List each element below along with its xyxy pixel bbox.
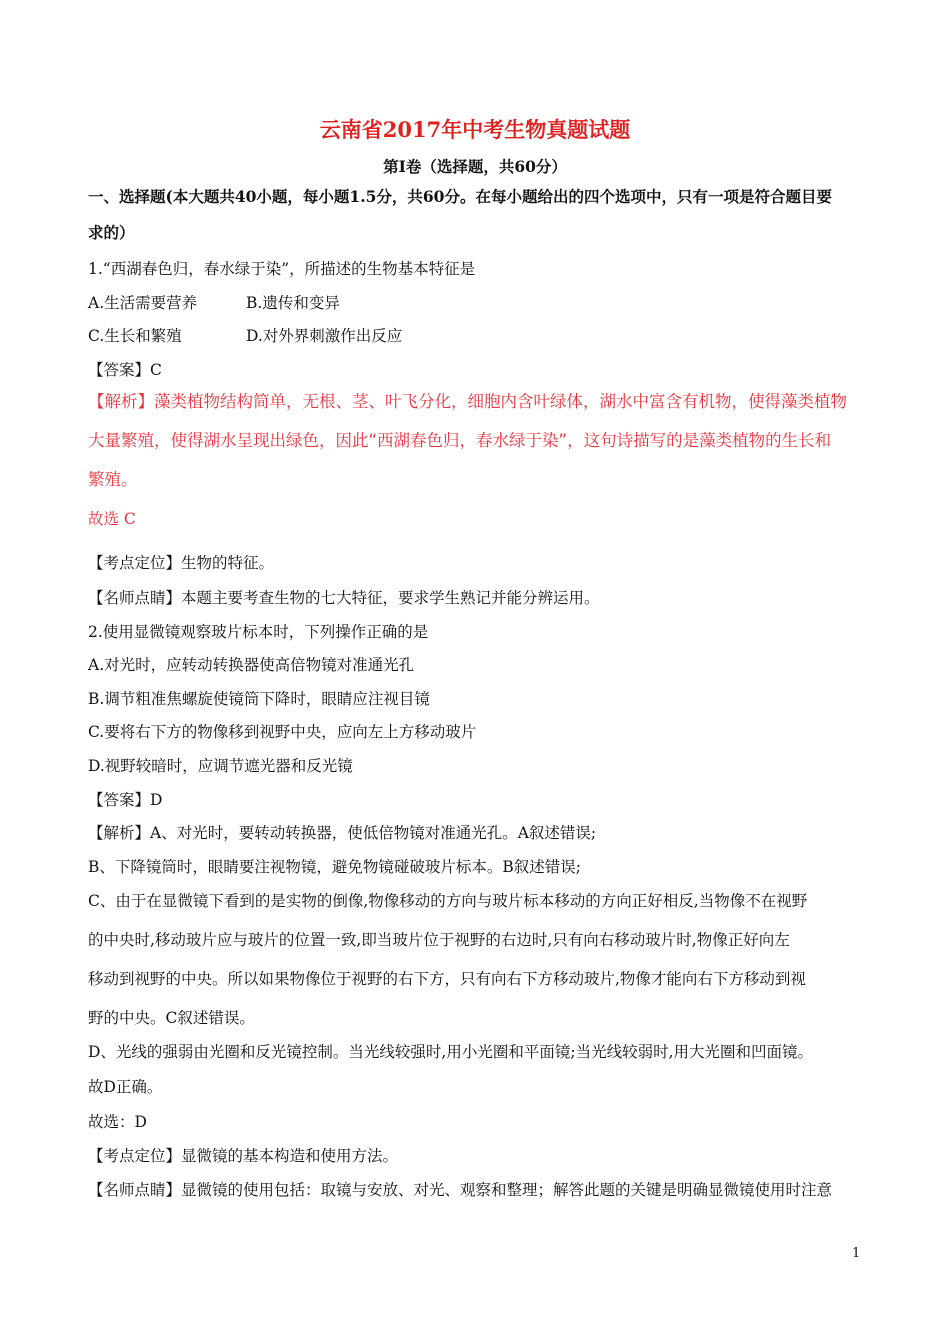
q1-dianjing: 【名师点睛】本题主要考查生物的七大特征，要求学生熟记并能分辨运用。	[88, 589, 600, 607]
q2-analysis-d1: D、光线的强弱由光圈和反光镜控制。当光线较强时,用小光圈和平面镜;当光线较弱时,用大光圈和凹面镜。	[88, 1043, 814, 1061]
q2-option-c: C.要将右下方的物像移到视野中央，应向左上方移动玻片	[88, 723, 477, 741]
q2-option-a: A.对光时，应转动转换器使高倍物镜对准通光孔	[88, 656, 415, 674]
q1-option-b: B.遗传和变异	[246, 294, 340, 312]
q1-choose: 故选 C	[88, 510, 136, 528]
q2-option-d: D.视野较暗时，应调节遮光器和反光镜	[88, 757, 353, 775]
q1-option-d: D.对外界刺激作出反应	[246, 327, 403, 345]
q2-analysis-c1: C、由于在显微镜下看到的是实物的倒像,物像移动的方向与玻片标本移动的方向正好相反,当物像不在视野	[88, 892, 808, 910]
q1-analysis-line3: 繁殖。	[88, 470, 138, 489]
q2-analysis-c4: 野的中央。C叙述错误。	[88, 1009, 255, 1027]
q2-answer: 【答案】D	[88, 791, 163, 809]
section-subtitle: 第Ⅰ卷（选择题，共60分）	[383, 157, 567, 176]
q2-kaodian: 【考点定位】显微镜的基本构造和使用方法。	[88, 1147, 399, 1165]
q1-option-c: C.生长和繁殖	[88, 327, 182, 345]
section-heading-line2: 求的）	[88, 223, 135, 242]
q1-analysis-line1: 【解析】藻类植物结构简单，无根、茎、叶飞分化，细胞内含叶绿体，湖水中富含有机物，使得藻类植物	[88, 392, 847, 411]
q2-analysis-b: B、下降镜筒时，眼睛要注视物镜，避免物镜碰破玻片标本。B叙述错误;	[88, 858, 582, 876]
page-number: 1	[852, 1246, 861, 1261]
q1-option-a: A.生活需要营养	[88, 294, 198, 312]
q2-analysis-c2: 的中央时,移动玻片应与玻片的位置一致,即当玻片位于视野的右边时,只有向右移动玻片时,物像正好向左	[88, 931, 790, 949]
q2-option-b: B.调节粗准焦螺旋使镜筒下降时，眼睛应注视目镜	[88, 690, 430, 708]
q1-kaodian: 【考点定位】生物的特征。	[88, 554, 275, 572]
page-title: 云南省2017年中考生物真题试题	[319, 117, 631, 142]
q1-stem: 1.“西湖春色归，春水绿于染”，所描述的生物基本特征是	[88, 260, 476, 278]
q2-choose: 故选：D	[88, 1113, 147, 1131]
q2-analysis-d2: 故D正确。	[88, 1078, 163, 1096]
q2-analysis-a: 【解析】A、对光时，要转动转换器，使低倍物镜对准通光孔。A叙述错误;	[88, 824, 597, 842]
q2-stem: 2.使用显微镜观察玻片标本时，下列操作正确的是	[88, 623, 429, 641]
q2-dianjing: 【名师点睛】显微镜的使用包括：取镜与安放、对光、观察和整理；解答此题的关键是明确显微镜使用时注意	[88, 1181, 833, 1199]
section-heading-line1: 一、选择题(本大题共40小题，每小题1.5分，共60分。在每小题给出的四个选项中，只有一项是符合题目要	[88, 187, 832, 206]
q1-analysis-line2: 大量繁殖，使得湖水呈现出绿色，因此“西湖春色归，春水绿于染”，这句诗描写的是藻类植物的生长和	[88, 431, 832, 450]
q2-analysis-c3: 移动到视野的中央。所以如果物像位于视野的右下方，只有向右下方移动玻片,物像才能向右下方移动到视	[88, 970, 806, 988]
q1-answer: 【答案】C	[88, 361, 162, 379]
